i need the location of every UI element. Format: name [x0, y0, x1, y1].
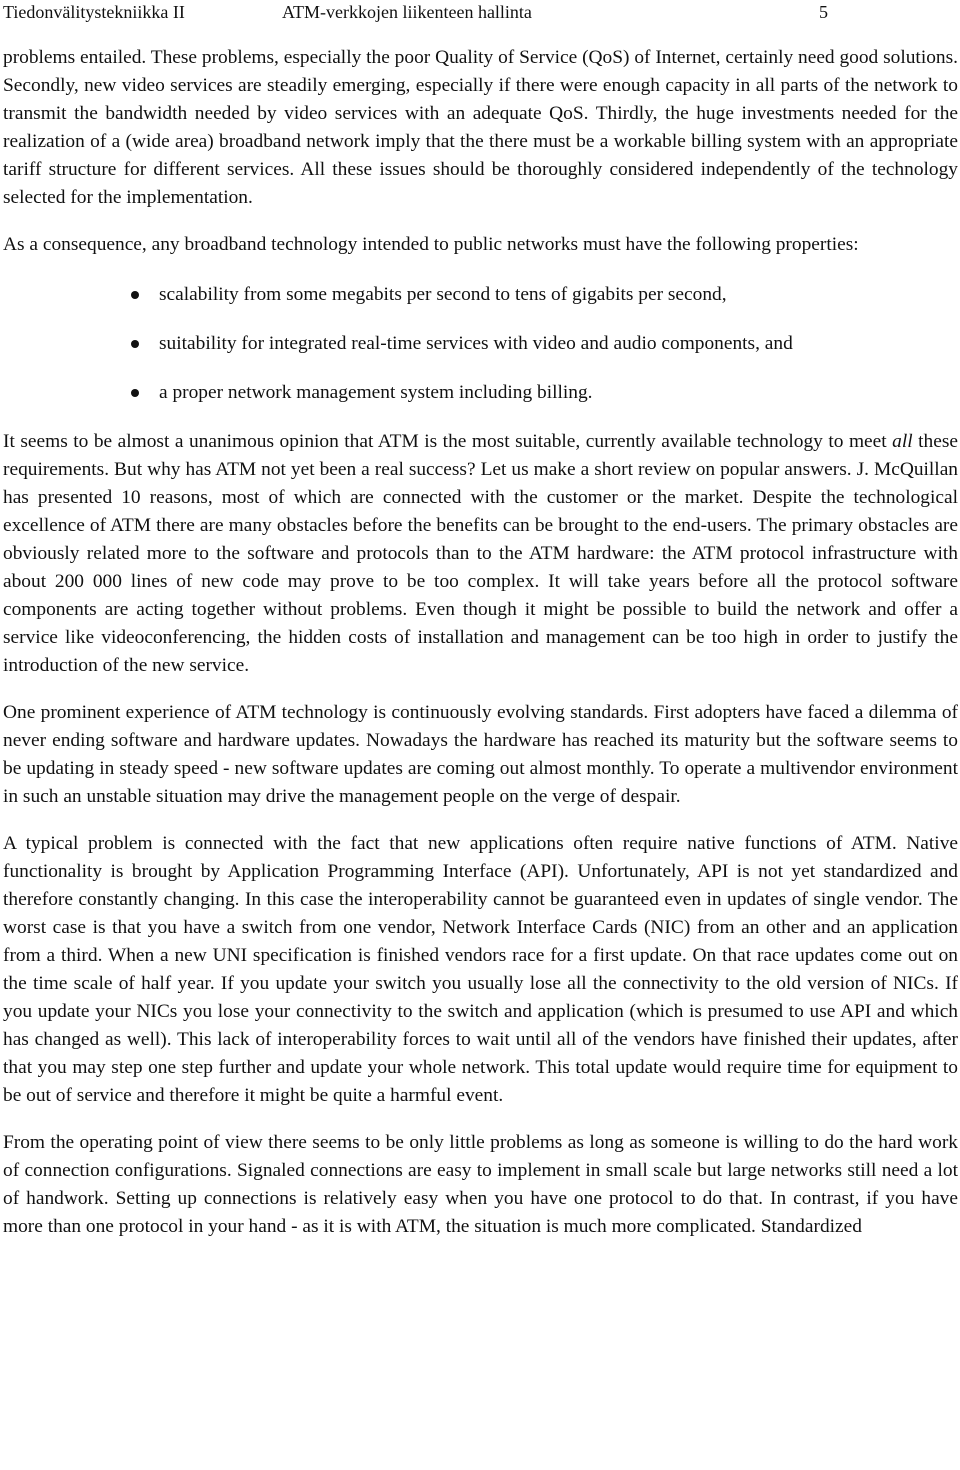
paragraph-2: As a consequence, any broadband technology intended to public networks must have the following properties: [3, 234, 859, 255]
list-item-text: suitability for integrated real-time services with video and audio components, and [159, 333, 793, 354]
paragraph-6: From the operating point of view there seems to be only little problems as long as someone is willing to do the hard work of connection configurations. Signaled connections are easy to implement in small scale but large networks still need a lot of handwork. Setting up connections is relatively easy when you have one protocol to do that. In contrast, if you have more than one protocol in your hand - as it is with ATM, the situation is much more complicated. Standardized [3, 1132, 958, 1237]
paragraph-1: problems entailed. These problems, especially the poor Quality of Service (QoS) of Internet, certainly need good solutions. Secondly, new video services are steadily emerging, especially if there were enough capacity in all parts of the network to transmit the bandwidth needed by video services with an adequate QoS. Thirdly, the huge investments needed for the realization of a (wide area) broadband network imply that the there must be a workable billing system with an appropriate tariff structure for different services. All these issues should be thoroughly considered independently of the technology selected for the implementation. [3, 47, 958, 208]
paragraph-5: A typical problem is connected with the fact that new applications often require native functions of ATM. Native functionality is brought by Application Programming Interface (API). Unfortunately, API is not yet standardized and therefore constantly changing. In this case the interoperability cannot be guaranteed even in updates of single vendor. The worst case is that you have a switch from one vendor, Network Interface Cards (NIC) from an other and an application from a third. When a new UNI specification is finished vendors race for a first update. On that race updates come out on the time scale of half year. If you update your switch you usually lose all the connectivity to the old version of NICs. If you update your NICs you lose your connectivity to the switch and application (which is presumed to use API and which has changed as well). This lack of interoperability forces to wait until all of the vendors have finished their updates, after that you may step one step further and update your whole network. This total update would require time for equipment to be out of service and therefore it might be quite a harmful event. [3, 833, 958, 1106]
requirements-list [3, 281, 958, 407]
list-item [3, 330, 958, 358]
bullet-icon [131, 389, 139, 397]
paragraph-3 [3, 428, 958, 680]
bullet-icon [131, 340, 139, 348]
header-course: Tiedonvälitystekniikka II [3, 2, 185, 22]
list-item [3, 379, 958, 407]
header-page-number: 5 [819, 2, 828, 22]
paragraph-3-emphasis: all [892, 431, 913, 452]
page-header [3, 0, 828, 25]
list-item-text: scalability from some megabits per second to tens of gigabits per second, [159, 284, 727, 305]
page-body [3, 44, 958, 1241]
list-item-text: a proper network management system including billing. [159, 382, 593, 403]
header-title: ATM-verkkojen liikenteen hallinta [282, 2, 532, 22]
paragraph-3-end: these requirements. But why has ATM not yet been a real success? Let us make a short review on popular answers. J. McQuillan has presented 10 reasons, most of which are connected with the customer or the market. Despite the technological excellence of ATM there are many obstacles before the benefits can be brought to the end-users. The primary obstacles are obviously related more to the software and protocols than to the ATM hardware: the ATM protocol infrastructure with about 200 000 lines of new code may prove to be too complex. It will take years before all the protocol software components are acting together without problems. Even though it might be possible to build the network and offer a service like videoconferencing, the hidden costs of installation and management can be too high in order to justify the introduction of the new service. [3, 431, 958, 676]
list-item [3, 281, 958, 309]
bullet-icon [131, 291, 139, 299]
paragraph-3-start: It seems to be almost a unanimous opinion that ATM is the most suitable, currently available technology to meet [3, 431, 893, 452]
paragraph-4: One prominent experience of ATM technology is continuously evolving standards. First adopters have faced a dilemma of never ending software and hardware updates. Nowadays the hardware has reached its maturity but the software seems to be updating in steady speed - new software updates are coming out almost monthly. To operate a multivendor environment in such an unstable situation may drive the management people on the verge of despair. [3, 702, 958, 807]
